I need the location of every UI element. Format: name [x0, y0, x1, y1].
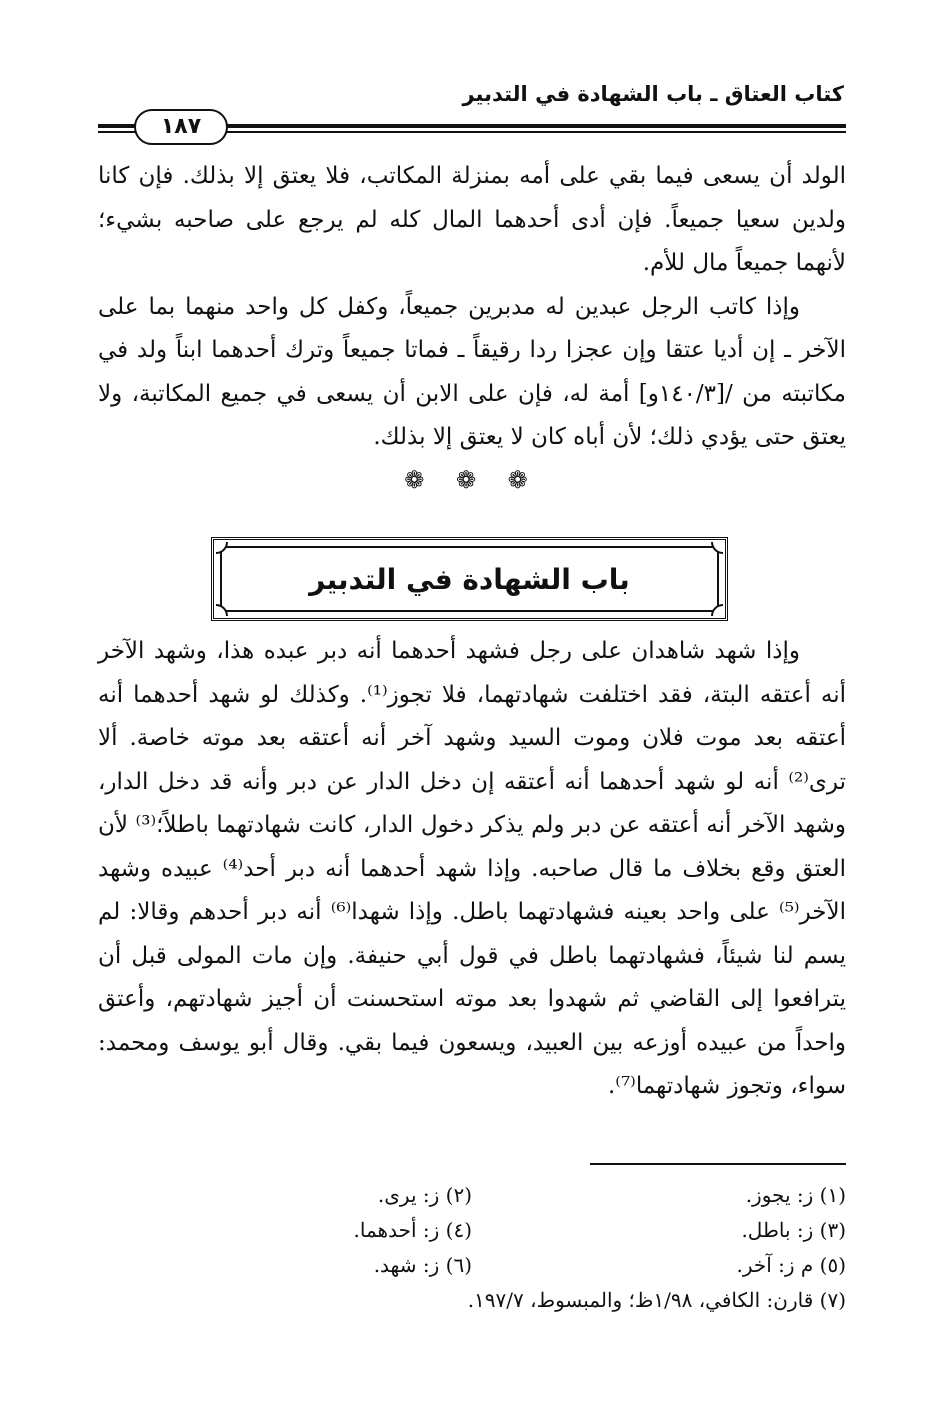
footnote-2: (٢) ز: يرى.	[377, 1183, 472, 1207]
footnotes	[98, 1178, 846, 1318]
section-separator-ornament: ❁ ❁ ❁	[404, 466, 540, 494]
footnote-1: (١) ز: يجوز.	[745, 1183, 846, 1207]
footnote-rule	[590, 1163, 846, 1165]
paragraph-mukataba: وإذا كاتب الرجل عبدين له مدبرين جميعاً، وكفل كل واحد منهما بما على الآخر ـ إن أديا عتقا وإن عجزا ردا رقيقاً ـ فماتا جميعاً وترك أحدهما ابناً ولد في مكاتبته من /[١٤٠/٣و] أمة له، فإن على الابن أن يسعى في جميع المكاتبة، ولا يعتق حتى يؤدي ذلك؛ لأن أباه كان لا يعتق إلا بذلك.	[98, 293, 846, 450]
chapter-heading-frame	[211, 537, 728, 621]
chapter-paragraph: وإذا شهد شاهدان على رجل فشهد أحدهما أنه دبر عبده هذا، وشهد الآخر أنه أعتقه البتة، فقد اختلفت شهادتهما، فلا تجوز⁽¹⁾. وكذلك لو شهد أحدهما أنه أعتقه بعد موت فلان وموت السيد وشهد آخر أنه أعتقه بعد موته خاصة. ألا ترى⁽²⁾ أنه لو شهد أحدهما أنه أعتقه إن دخل الدار عن دبر وأنه قد دخل الدار، وشهد الآخر أنه أعتقه عن دبر ولم يذكر دخول الدار، كانت شهادتهما باطلاً؛⁽³⁾ لأن العتق وقع بخلاف ما قال صاحبه. وإذا شهد أحدهما أنه دبر أحد⁽⁴⁾ عبيده وشهد الآخر⁽⁵⁾ على واحد بعينه فشهادتهما باطل. وإذا شهدا⁽⁶⁾ أنه دبر أحدهم وقالا: لم يسم لنا شيئاً، فشهادتهما باطل في قول أبي حنيفة. وإن مات المولى قبل أن يترافعوا إلى القاضي ثم شهدوا بعد موته استحسنت أن أجيز شهادتهم، وأعتق واحداً من عبيده أوزعه بين العبيد، ويسعون فيما بقي. وقال أبو يوسف ومحمد: سواء، وتجوز شهادتهما⁽⁷⁾.	[98, 638, 846, 1099]
footnote-row	[98, 1178, 846, 1213]
footnote-6: (٦) ز: شهد.	[373, 1253, 472, 1277]
paragraph-continued: الولد أن يسعى فيما بقي على أمه بمنزلة المكاتب، فلا يعتق إلا بذلك. فإن كانا ولدين سعيا جميعاً. فإن أدى أحدهما المال كله لم يرجع على صاحبه بشيء؛ لأنهما جميعاً مال للأم.	[98, 163, 846, 276]
footnote-4: (٤) ز: أحدهما.	[353, 1218, 472, 1242]
footnote-row	[98, 1213, 846, 1248]
running-title: كتاب العتاق ـ باب الشهادة في التدبير	[462, 82, 844, 106]
footnote-5: (٥) م ز: آخر.	[736, 1253, 846, 1277]
footnote-row	[98, 1248, 846, 1283]
footnote-7: (٧) قارن: الكافي، ١/٩٨ظ؛ والمبسوط، ١٩٧/٧.	[467, 1288, 846, 1312]
top-section	[98, 155, 846, 460]
chapter-title: باب الشهادة في التدبير	[309, 562, 630, 596]
page-number: ١٨٧	[134, 109, 228, 145]
footnote-3: (٣) ز: باطل.	[741, 1218, 846, 1242]
chapter-body	[98, 630, 846, 1109]
